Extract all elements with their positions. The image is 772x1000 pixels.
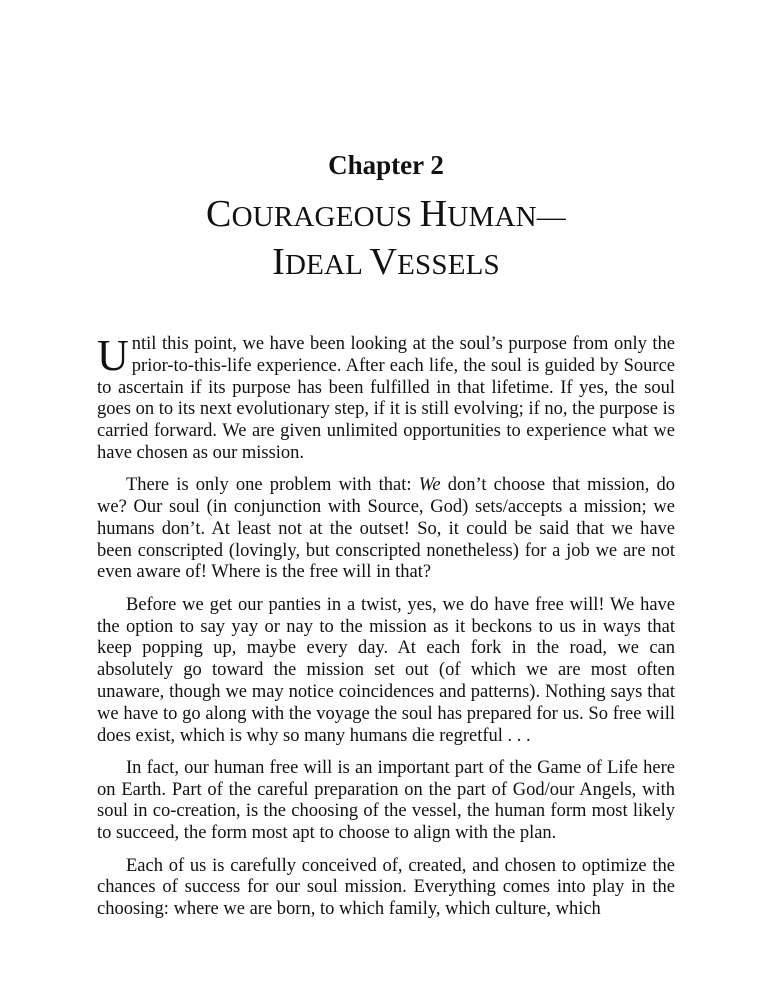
title-smallcaps: DEAL	[284, 249, 370, 281]
title-initial: C	[206, 193, 232, 235]
body-paragraph	[97, 475, 675, 584]
drop-cap: U	[97, 331, 129, 380]
chapter-title-line-2	[0, 240, 772, 288]
paragraph-text: don’t choose that mission, do we? Our soul (in conjunction with Source, God) sets/accepts a mission; we humans don’t. At least not at the outset! So, it could be said that we have been conscripted (lovingly, but conscripted nonetheless) for a job we are not even aware of! Where is the free will in that?	[97, 475, 675, 583]
emphasis-text: We	[418, 475, 441, 496]
title-smallcaps: ESSELS	[397, 249, 500, 281]
body-paragraph: In fact, our human free will is an important part of the Game of Life here on Earth. Part of the careful preparation on the part of God/our Angels, with soul in co-creation, is the choosing of the vessel, the human form most likely to succeed, the form most apt to choose to align with the plan.	[97, 757, 675, 844]
body-paragraph: Each of us is carefully conceived of, created, and chosen to optimize the chances of success for our soul mission. Everything comes into play in the choosing: where we are born, to which family, which culture, which	[97, 855, 675, 920]
chapter-title-line-1	[0, 192, 772, 240]
body-paragraph: Before we get our panties in a twist, yes, we do have free will! We have the option to say yay or nay to the mission as it beckons to us in ways that keep popping up, maybe every day. At each fork in the road, we can absolutely go toward the mission set out (of which we are most often unaware, though we may notice coincidences and patterns). Nothing says that we have to go along with the voyage the soul has prepared for us. So free will does exist, which is why so many humans die regretful . . .	[97, 594, 675, 746]
title-smallcaps: OURAGEOUS	[231, 201, 420, 233]
title-initial: V	[369, 241, 398, 283]
chapter-body	[97, 331, 675, 931]
title-initial: I	[272, 241, 285, 283]
title-smallcaps: UMAN—	[447, 201, 566, 233]
body-paragraph	[97, 331, 675, 465]
title-initial: H	[419, 193, 448, 235]
paragraph-text: There is only one problem with that:	[126, 475, 419, 496]
chapter-title	[0, 192, 772, 288]
paragraph-text: ntil this point, we have been looking at the soul’s purpose from only the prior-to-this-life experience. After each life, the soul is guided by Source to ascertain if its purpose has been fulfilled in that lifetime. If yes, the soul goes on to its next evolutionary step, if it is still evolving; if no, the purpose is carried forward. We are given unlimited opportunities to experience what we have chosen as our mission.	[97, 334, 675, 463]
chapter-label: Chapter 2	[328, 150, 444, 180]
